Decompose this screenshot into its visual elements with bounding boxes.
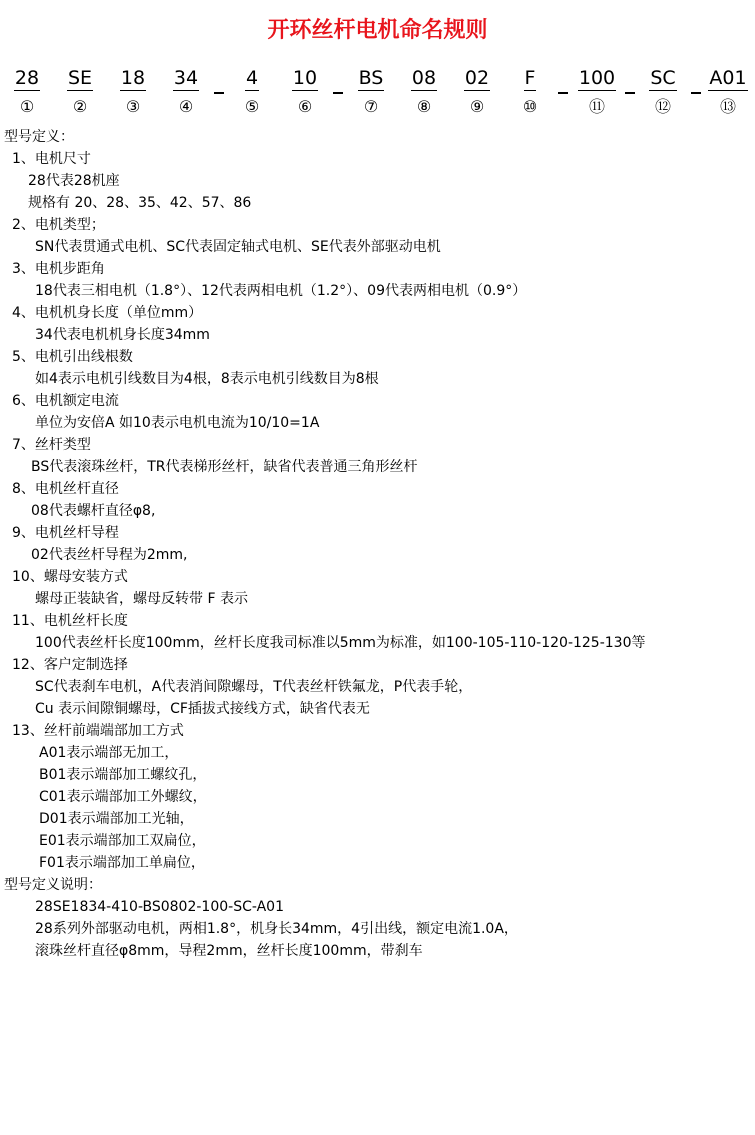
code-item-3	[103, 66, 163, 117]
code-index: ⑥	[297, 97, 313, 116]
item-detail: 08代表螺杆直径φ8,	[31, 503, 156, 519]
item-detail: Cu 表示间隙铜螺母，CF插拔式接线方式，缺省代表无	[35, 701, 370, 717]
code-item-7	[341, 66, 401, 117]
item-heading: 13、丝杆前端端部加工方式	[12, 723, 184, 739]
code-segment: 10	[292, 67, 318, 89]
code-item-12	[633, 66, 693, 117]
item-detail: F01表示端部加工单扁位，	[39, 855, 205, 871]
code-segment: 18	[120, 67, 146, 89]
section-heading: 型号定义：	[4, 129, 74, 145]
item-heading: 1、电机尺寸	[12, 151, 91, 167]
item-heading: 6、电机额定电流	[12, 393, 119, 409]
model-code-diagram	[0, 66, 755, 122]
code-index: ⑪	[588, 97, 605, 116]
code-item-10	[500, 66, 560, 117]
item-detail: 34代表电机机身长度34mm	[35, 327, 210, 343]
item-detail: 如4表示电机引线数目为4根，8表示电机引线数目为8根	[35, 371, 379, 387]
item-heading: 9、电机丝杆导程	[12, 525, 119, 541]
code-index: ⑨	[469, 97, 485, 116]
item-heading: 7、丝杆类型	[12, 437, 91, 453]
code-index: ⑬	[719, 97, 736, 116]
item-detail: 螺母正装缺省，螺母反转带 F 表示	[35, 591, 248, 607]
item-detail: 02代表丝杆导程为2mm,	[31, 547, 188, 563]
item-detail: SC代表刹车电机，A代表消间隙螺母，T代表丝杆铁氟龙，P代表手轮，	[35, 679, 473, 695]
code-index: ①	[19, 97, 35, 116]
item-heading: 5、电机引出线根数	[12, 349, 133, 365]
code-index: ③	[125, 97, 141, 116]
code-segment: SC	[650, 67, 676, 89]
code-item-6	[275, 66, 335, 117]
code-segment: 02	[464, 67, 490, 89]
code-index: ⑫	[654, 97, 671, 116]
code-item-5	[222, 66, 282, 117]
item-detail: E01表示端部加工双扁位，	[39, 833, 206, 849]
item-detail: 单位为安倍A 如10表示电机电流为10/10=1A	[35, 415, 320, 431]
code-item-2	[50, 66, 110, 117]
page-title: 开环丝杆电机命名规则	[267, 18, 488, 43]
item-detail: D01表示端部加工光轴，	[39, 811, 194, 827]
code-item-4	[156, 66, 216, 117]
code-item-8	[394, 66, 454, 117]
code-item-1	[0, 66, 57, 117]
code-segment: 08	[411, 67, 437, 89]
code-item-11	[567, 66, 627, 117]
code-index: ⑧	[416, 97, 432, 116]
item-detail: C01表示端部加工外螺纹，	[39, 789, 207, 805]
item-detail: 100代表丝杆长度100mm，丝杆长度我司标准以5mm为标准，如100-105-110-120-125-130等	[35, 635, 646, 651]
item-detail: SN代表贯通式电机、SC代表固定轴式电机、SE代表外部驱动电机	[35, 239, 441, 255]
item-detail: 28代表28机座	[28, 173, 120, 189]
code-index: ⑦	[363, 97, 379, 116]
code-item-9	[447, 66, 507, 117]
item-heading: 8、电机丝杆直径	[12, 481, 119, 497]
code-segment: F	[524, 67, 536, 89]
code-segment: SE	[67, 67, 93, 89]
code-segment: 4	[245, 67, 259, 89]
example-detail: 28系列外部驱动电机，两相1.8°，机身长34mm，4引出线，额定电流1.0A，	[35, 921, 518, 937]
code-index: ②	[72, 97, 88, 116]
item-heading: 10、螺母安装方式	[12, 569, 128, 585]
item-detail: 18代表三相电机（1.8°）、12代表两相电机（1.2°）、09代表两相电机（0.9°）	[35, 283, 527, 299]
item-detail: BS代表滚珠丝杆，TR代表梯形丝杆，缺省代表普通三角形丝杆	[31, 459, 418, 475]
item-heading: 3、电机步距角	[12, 261, 105, 277]
item-heading: 4、电机机身长度（单位mm）	[12, 305, 203, 321]
item-heading: 2、电机类型；	[12, 217, 105, 233]
example-code: 28SE1834-410-BS0802-100-SC-A01	[35, 899, 284, 915]
example-detail: 滚珠丝杆直径φ8mm，导程2mm，丝杆长度100mm，带刹车	[35, 943, 423, 959]
code-index: ⑩	[522, 97, 538, 116]
item-detail: B01表示端部加工螺纹孔，	[39, 767, 207, 783]
code-item-13	[698, 66, 755, 117]
item-detail: 规格有 20、28、35、42、57、86	[28, 195, 252, 211]
item-heading: 12、客户定制选择	[12, 657, 128, 673]
item-detail: A01表示端部无加工，	[39, 745, 179, 761]
section-heading: 型号定义说明：	[4, 877, 102, 893]
code-segment: 100	[578, 67, 616, 89]
code-segment: 34	[173, 67, 199, 89]
code-index: ④	[178, 97, 194, 116]
item-heading: 11、电机丝杆长度	[12, 613, 128, 629]
code-segment: A01	[709, 67, 747, 89]
definition-text	[4, 126, 754, 962]
code-segment: BS	[358, 67, 384, 89]
code-segment: 28	[14, 67, 40, 89]
code-index: ⑤	[244, 97, 260, 116]
